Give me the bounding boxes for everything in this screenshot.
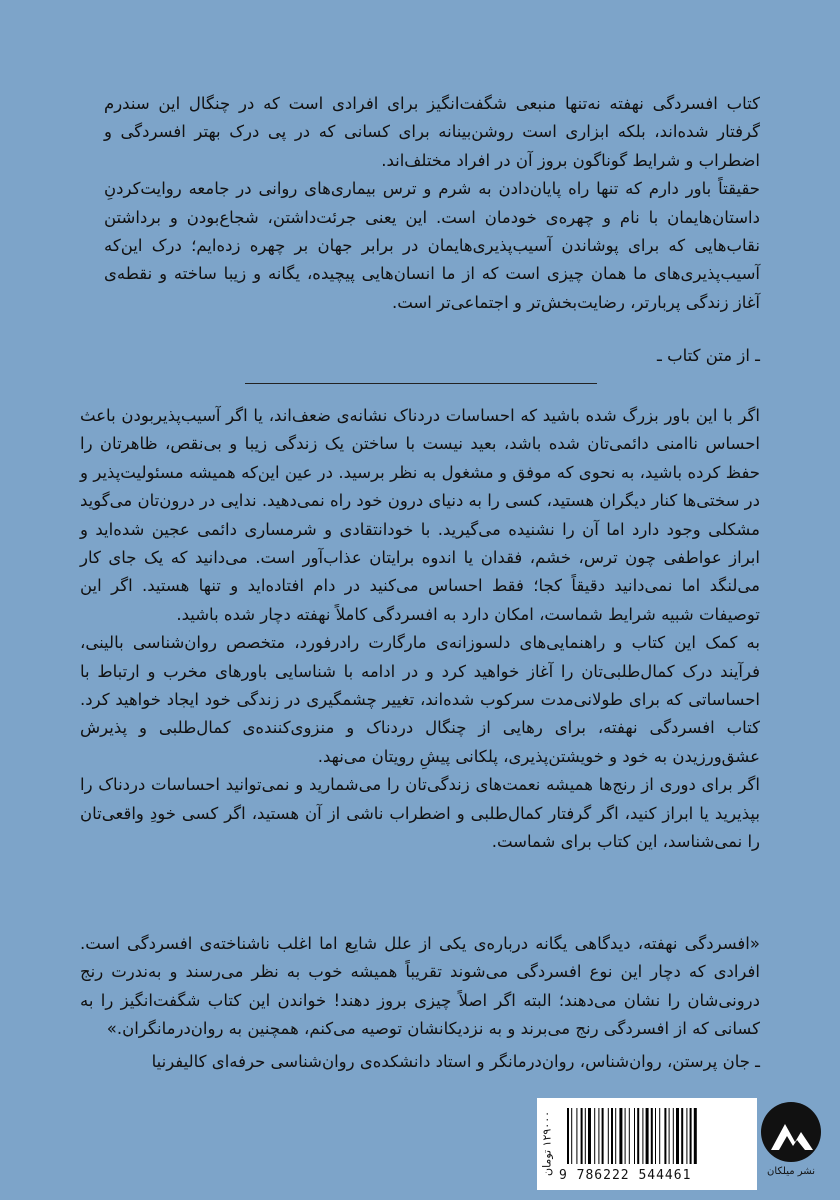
paragraph: به کمک این کتاب و راهنمایی‌های دلسوزانه‌ی مارگارت رادرفورد، متخصص روان‌شناسی بالینی، فرآیند درک کمال‌طلبی‌تان را آغاز خواهید کرد و در ادامه با شناسایی باورهای مخرب و ارتباط با احساساتی که برای طولانی‌مدت سرکوب شده‌اند، تغییر چشمگیری در زندگی خود ایجاد خواهید کرد. کتاب افسردگی نهفته، برای رهایی از چنگال دردناک و منزوی‌کننده‌ی کمال‌طلبی و پذیرش عشق‌ورزیدن به خود و خویشتن‌پذیری، پلکانی پیشِ رویتان می‌نهد. [80,633,760,766]
price-label: ۱۲۹۰۰۰ تومان [540,1111,554,1177]
paragraph: اگر با این باور بزرگ شده باشید که احساسات دردناک نشانه‌ی ضعف‌اند، یا اگر آسیب‌پذیربودن باعث احساس ناامنی دائمی‌تان شده باشد، بعید نیست با ساختن یک زندگی زیبا و بی‌نقص، ظاهرتان را حفظ کرده باشید، به نحوی که موفق و مشغول به نظر برسید. در عین این‌که همیشه مسئولیت‌پذیر و در سختی‌ها کنار دیگران هستید، کسی را به دنیای درون خود راه نمی‌دهید. ندایی در درون‌تان می‌گوید مشکلی وجود دارد اما آن را نشنیده می‌گیرید. با خودانتقادی و شرمساری دائمی عجین شده‌اید و ابراز عواطفی چون ترس، خشم، فقدان یا اندوه برایتان عذاب‌آور است. می‌دانید که یک جای کار می‌لنگد اما نمی‌دانید دقیقاً کجا؛ فقط احساس می‌کنید در دام افتاده‌اید و تنها هستید. اگر این توصیفات شبیه شرایط شماست، امکان دارد به افسردگی کاملاً نهفته دچار شده باشید. [80,406,760,624]
quote-text: «افسردگی نهفته، دیدگاهی یگانه درباره‌ی یکی از علل شایع اما اغلب ناشناخته‌ی افسردگی است. افرادی که دچار این نوع افسردگی می‌شوند تقریباً همیشه خوب به نظر می‌رسند و به‌ندرت رنج درونی‌شان را نشان می‌دهند؛ البته اگر اصلاً چیزی بروز دهند! خواندن این کتاب شگفت‌انگیز را به کسانی که از افسردگی رنج می‌برند و به نزدیکانشان توصیه می‌کنم، همچنین به روان‌درمانگران.» [80,934,760,1039]
isbn-number: 9 786222 544461 [559,1168,692,1183]
publisher-name: نشر میلکان [767,1166,815,1177]
barcode-icon [565,1108,735,1164]
endorsement-source: ـ جان پرستن، روان‌شناس، روان‌درمانگر و استاد دانشکده‌ی روان‌شناسی حرفه‌ای کالیفرنیا [151,1052,760,1071]
paragraph: اگر برای دوری از رنج‌ها همیشه نعمت‌های زندگی‌تان را می‌شمارید و نمی‌توانید احساسات دردناک را بپذیرید یا ابراز کنید، اگر گرفتار کمال‌طلبی و اضطراب ناشی از آن هستید، اگر کسی خودِ واقعی‌تان را نمی‌شناسد، این کتاب برای شماست. [80,775,760,852]
intro-paragraphs [104,90,760,317]
mountain-icon [761,1102,821,1162]
paragraph: کتاب افسردگی نهفته نه‌تنها منبعی شگفت‌انگیز برای افرادی است که در چنگال این سندرم گرفتار شده‌اند، بلکه ابزاری است روشن‌بینانه برای کسانی که در پی درک بهتر افسردگی و اضطراب و شرایط گوناگون بروز آن در افراد مختلف‌اند. [104,94,760,170]
barcode-panel [537,1098,757,1190]
source-note: ـ از متن کتاب ـ [657,346,760,365]
publisher-logo [760,1102,822,1188]
divider [245,383,597,384]
paragraph: حقیقتاً باور دارم که تنها راه پایان‌دادن به شرم و ترس بیماری‌های روانی در جامعه روایت‌کردنِ داستان‌هایمان با نام و چهره‌ی خودمان است. این یعنی جرئت‌داشتن، شجاع‌بودن و برداشتن نقاب‌هایی که برای پوشاندن آسیب‌پذیری‌هایمان در برابر جهان بر چهره زده‌ایم؛ درک این‌که آسیب‌پذیری‌های ما همان چیزی است که از ما انسان‌هایی پیچیده، یگانه و زیبا ساخته و نقطه‌ی آغاز زندگی پربارتر، رضایت‌بخش‌تر و اجتماعی‌تر است. [104,179,760,312]
description-paragraphs [80,402,760,857]
endorsement-quote [80,930,760,1044]
